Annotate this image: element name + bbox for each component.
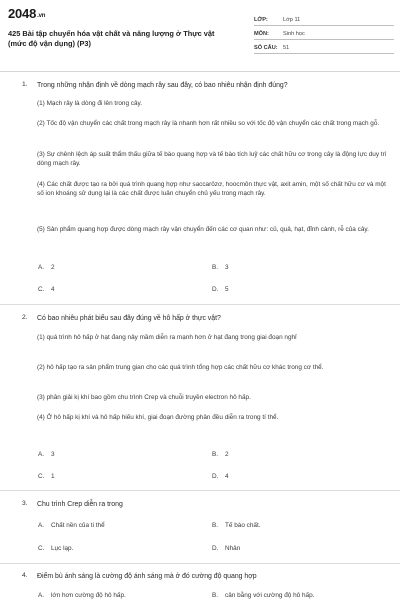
option-letter: A.: [38, 522, 45, 529]
option-letter: A.: [38, 592, 45, 599]
question-number: 3.: [22, 500, 28, 507]
option-text: Lục lạp.: [51, 545, 74, 552]
option-text: 1: [51, 473, 55, 480]
info-underline: [254, 25, 394, 26]
option-text: 2: [225, 451, 229, 458]
option-letter: D.: [212, 545, 219, 552]
statement-2: (2) hô hấp tạo ra sản phẩm trung gian cho các quá trình tổng hợp các chất hữu cơ khác trong cơ thể.: [37, 364, 324, 371]
info-label: SỐ CÂU:: [254, 45, 278, 51]
page-header: [0, 0, 400, 72]
question-number: 4.: [22, 572, 28, 579]
question-divider: [0, 304, 400, 305]
statement-2: (2) Tốc độ vận chuyển các chất trong mạch rây là nhanh hơn rất nhiều so với tốc độ vận chuyển các chất trong mạch gỗ.: [37, 120, 380, 127]
option-c[interactable]: [38, 473, 55, 480]
logo-text: 2048: [8, 6, 37, 21]
option-letter: B.: [212, 592, 219, 599]
info-value: Lớp 11: [283, 17, 301, 23]
info-underline: [254, 53, 394, 54]
option-d[interactable]: [212, 473, 229, 480]
option-text: cân bằng với cường độ hô hấp.: [225, 592, 315, 599]
option-letter: D.: [212, 286, 219, 293]
question-number: 2.: [22, 314, 28, 321]
document-title: 425 Bài tập chuyển hóa vật chất và năng lượng ở Thực vật (mức độ vận dụng) (P3): [8, 29, 215, 48]
question-divider: [0, 563, 400, 564]
option-a[interactable]: [38, 522, 105, 529]
option-letter: B.: [212, 522, 219, 529]
option-text: 4: [51, 286, 55, 293]
option-b[interactable]: [212, 264, 229, 271]
statement-4: (4) Ở hô hấp kị khí và hô hấp hiếu khí, giai đoạn đường phân đều diễn ra trong tí thể.: [37, 414, 279, 421]
option-b[interactable]: [212, 592, 314, 599]
option-d[interactable]: [212, 545, 240, 552]
question-text: Điểm bù ánh sáng là cường độ ánh sáng mà ở đó cường độ quang hợp: [37, 573, 257, 580]
statement-3: (3) Sự chênh lệch áp suất thẩm thấu giữa tế bào quang hợp và tế bào tích luỹ các chất hữu cơ trong cây là động lực duy trì dòng mạch rây.: [37, 151, 387, 167]
statement-1: (1) quá trình hô hấp ở hạt đang nảy mầm diễn ra mạnh hơn ở hạt đang trong giai đoạn nghỉ: [37, 334, 297, 341]
option-a[interactable]: [38, 592, 126, 599]
question-text: Trong những nhận định về dòng mạch rây sau đây, có bao nhiêu nhận định đúng?: [37, 82, 288, 89]
info-label: MÔN:: [254, 31, 269, 37]
option-letter: D.: [212, 473, 219, 480]
option-c[interactable]: [38, 286, 55, 293]
option-text: 5: [225, 286, 229, 293]
option-text: lớn hơn cường độ hô hấp.: [51, 592, 126, 599]
option-letter: A.: [38, 264, 45, 271]
option-text: 2: [51, 264, 55, 271]
question-divider: [0, 490, 400, 491]
question-number: 1.: [22, 81, 28, 88]
statement-5: (5) Sản phẩm quang hợp được dòng mạch rây vận chuyển đến các cơ quan như: củ, quả, hạt, đỉnh cành, rễ của cây.: [37, 226, 369, 233]
option-b[interactable]: [212, 522, 261, 529]
option-text: 4: [225, 473, 229, 480]
option-d[interactable]: [212, 286, 229, 293]
option-text: Nhân: [225, 545, 241, 552]
statement-1: (1) Mạch rây là dòng đi lên trong cây.: [37, 100, 143, 107]
option-c[interactable]: [38, 545, 73, 552]
option-text: Tế bào chất.: [225, 522, 261, 529]
option-letter: B.: [212, 451, 219, 458]
info-value: Sinh học: [283, 31, 305, 37]
info-value: 51: [283, 45, 290, 51]
option-text: 3: [51, 451, 55, 458]
site-logo[interactable]: [8, 6, 45, 21]
question-text: Chu trình Crep diễn ra trong: [37, 501, 123, 508]
option-letter: C.: [38, 473, 45, 480]
option-letter: B.: [212, 264, 219, 271]
question-text: Có bao nhiêu phát biểu sau đây đúng về hô hấp ở thực vật?: [37, 315, 221, 322]
option-text: 3: [225, 264, 229, 271]
option-text: Chất nền của ti thể: [51, 522, 105, 529]
info-underline: [254, 39, 394, 40]
option-letter: A.: [38, 451, 45, 458]
option-letter: C.: [38, 286, 45, 293]
header-divider: [0, 71, 400, 72]
option-a[interactable]: [38, 451, 55, 458]
logo-suffix: .vn: [37, 13, 46, 19]
statement-3: (3) phân giải kị khí bao gồm chu trình Crep và chuỗi truyền electron hô hấp.: [37, 394, 251, 401]
option-letter: C.: [38, 545, 45, 552]
option-a[interactable]: [38, 264, 55, 271]
option-b[interactable]: [212, 451, 229, 458]
info-label: LỚP:: [254, 17, 268, 23]
statement-4: (4) Các chất được tạo ra bởi quá trình quang hợp như saccarôzơ, hoocmôn thực vật, axit amin, một số chất hữu cơ và một số ion khoáng sử dụng lại là các chất được luân chuyển chủ yếu trong mạch rây.: [37, 181, 386, 197]
